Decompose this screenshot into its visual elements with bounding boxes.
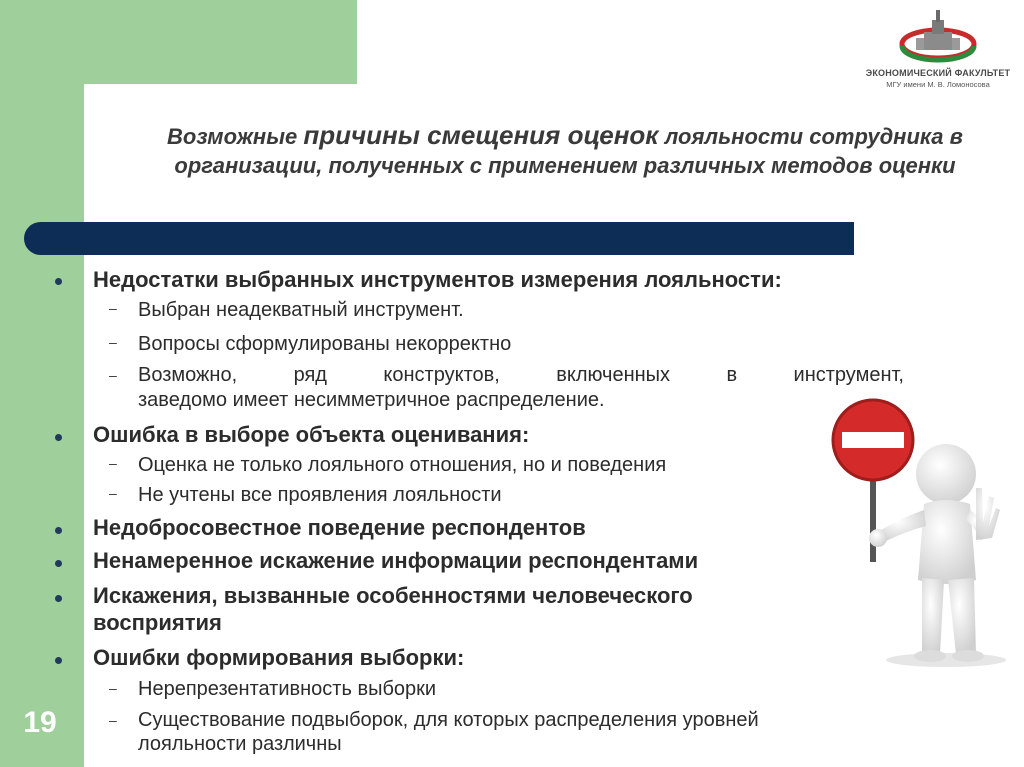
list-subitem: Оценка не только лояльного отношения, но и поведения (138, 454, 667, 476)
list-subitem: Возможно, ряд конструктов, включенных в инструмент, (138, 364, 904, 386)
list-subitem-continued: заведомо имеет несимметричное распределение. (138, 389, 605, 411)
bullet-dot (55, 657, 62, 664)
slide-number: 19 (23, 706, 57, 739)
title-end: лояльности сотрудника в организации, полученных с применением различных методов оценки (174, 124, 963, 178)
logo-subtitle: МГУ имени М. В. Ломоносова (886, 80, 990, 89)
list-subitem-continued: лояльности различны (138, 733, 342, 755)
dash-marker: – (109, 300, 117, 316)
dash-marker: – (109, 680, 117, 696)
title-start: Возможные (167, 124, 304, 149)
dash-marker: – (109, 485, 117, 501)
bullet-dot (55, 560, 62, 567)
list-item: Ошибка в выборе объекта оценивания: (93, 422, 530, 447)
stop-sign-figure-icon (826, 392, 1016, 672)
list-item: Ошибки формирования выборки: (93, 645, 465, 670)
list-item: Искажения, вызванные особенностями человеческого (93, 583, 693, 608)
list-item-continued: восприятия (93, 610, 222, 635)
list-item: Недобросовестное поведение респондентов (93, 515, 586, 540)
bullet-dot (55, 278, 62, 285)
bullet-dot (55, 434, 62, 441)
dash-marker: – (109, 367, 117, 383)
list-subitem: Не учтены все проявления лояльности (138, 484, 502, 506)
logo-title: ЭКОНОМИЧЕСКИЙ ФАКУЛЬТЕТ (865, 68, 1011, 78)
list-item: Недостатки выбранных инструментов измерения лояльности: (93, 267, 782, 292)
list-subitem: Выбран неадекватный инструмент. (138, 299, 464, 321)
dash-marker: – (109, 455, 117, 471)
list-subitem: Нерепрезентативность выборки (138, 678, 437, 700)
list-item: Ненамеренное искажение информации респондентами (93, 548, 699, 573)
dash-marker: – (109, 712, 117, 728)
bullet-dot (55, 527, 62, 534)
bullet-dot (55, 595, 62, 602)
dash-marker: – (109, 334, 117, 350)
list-subitem: Существование подвыборок, для которых распределения уровней (138, 709, 759, 731)
title-highlight: причины смещения оценок (303, 120, 659, 150)
list-subitem: Вопросы сформулированы некорректно (138, 333, 512, 355)
